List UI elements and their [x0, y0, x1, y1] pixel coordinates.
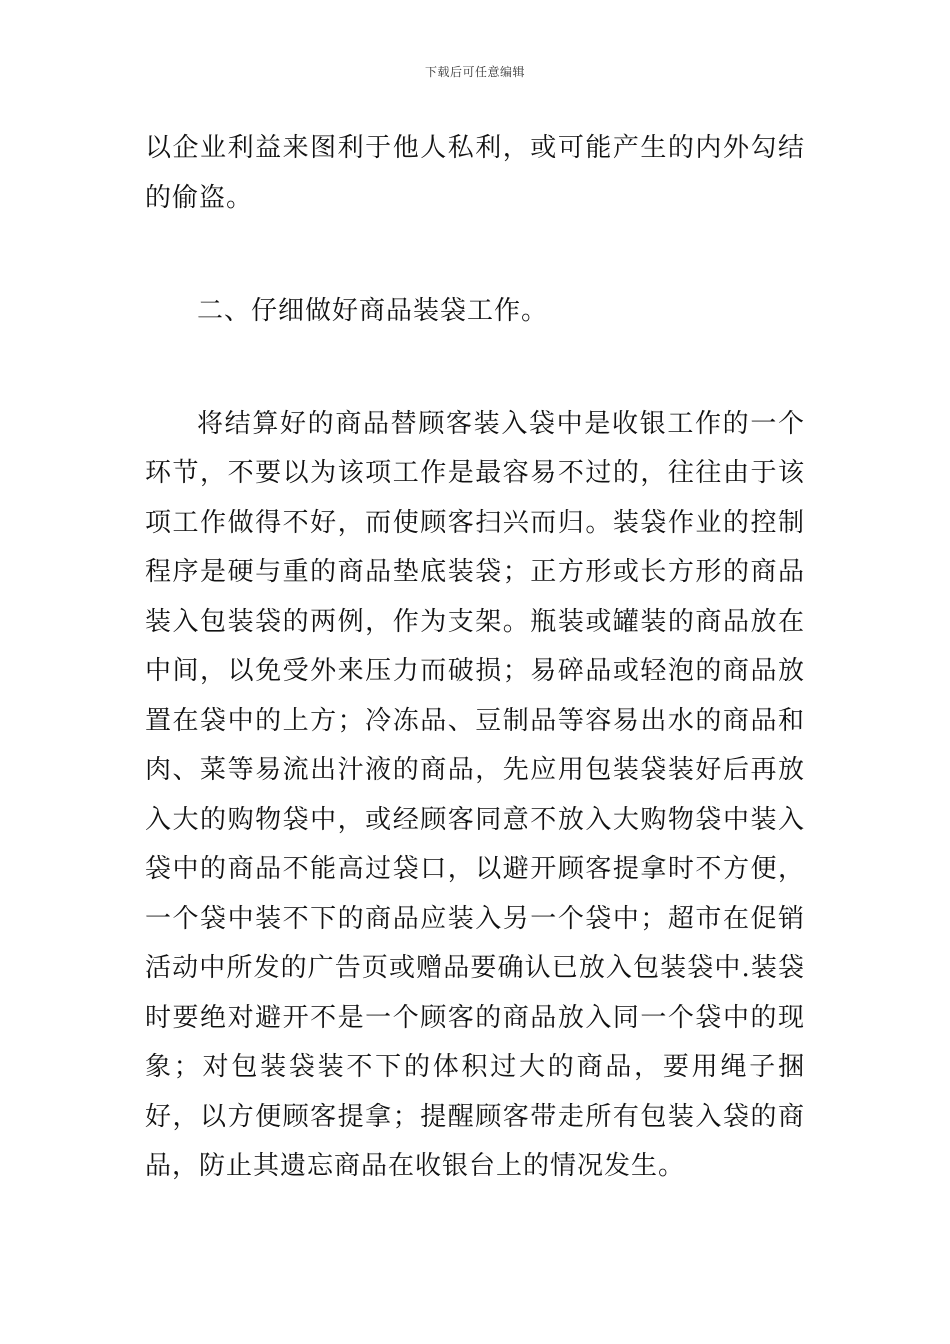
page-header: 下载后可任意编辑: [424, 65, 525, 79]
section-heading: 二、仔细做好商品装袋工作。: [197, 296, 549, 326]
document-body: [145, 124, 805, 1192]
paragraph-continuation: 以企业利益来图利于他人私利，或可能产生的内外勾结的偷盗。: [145, 133, 805, 213]
paragraph-bagging-procedure: 将结算好的商品替顾客装入袋中是收银工作的一个环节，不要以为该项工作是最容易不过的，往往由于该项工作做得不好，而使顾客扫兴而归。装袋作业的控制程序是硬与重的商品垫底装袋；正方形或长方形的商品装入包装袋的两例，作为支架。瓶装或罐装的商品放在中间，以免受外来压力而破损；易碎品或轻泡的商品放置在袋中的上方；冷冻品、豆制品等容易出水的商品和肉、菜等易流出汁液的商品，先应用包装袋装好后再放入大的购物袋中，或经顾客同意不放入大购物袋中装入袋中的商品不能高过袋口，以避开顾客提拿时不方便，一个袋中装不下的商品应装入另一个袋中；超市在促销活动中所发的广告页或赠品要确认已放入包装袋中.装袋时要绝对避开不是一个顾客的商品放入同一个袋中的现象；对包装袋装不下的体积过大的商品，要用绳子捆好，以方便顾客提拿；提醒顾客带走所有包装入袋的商品，防止其遗忘商品在收银台上的情况发生。: [145, 408, 805, 1181]
